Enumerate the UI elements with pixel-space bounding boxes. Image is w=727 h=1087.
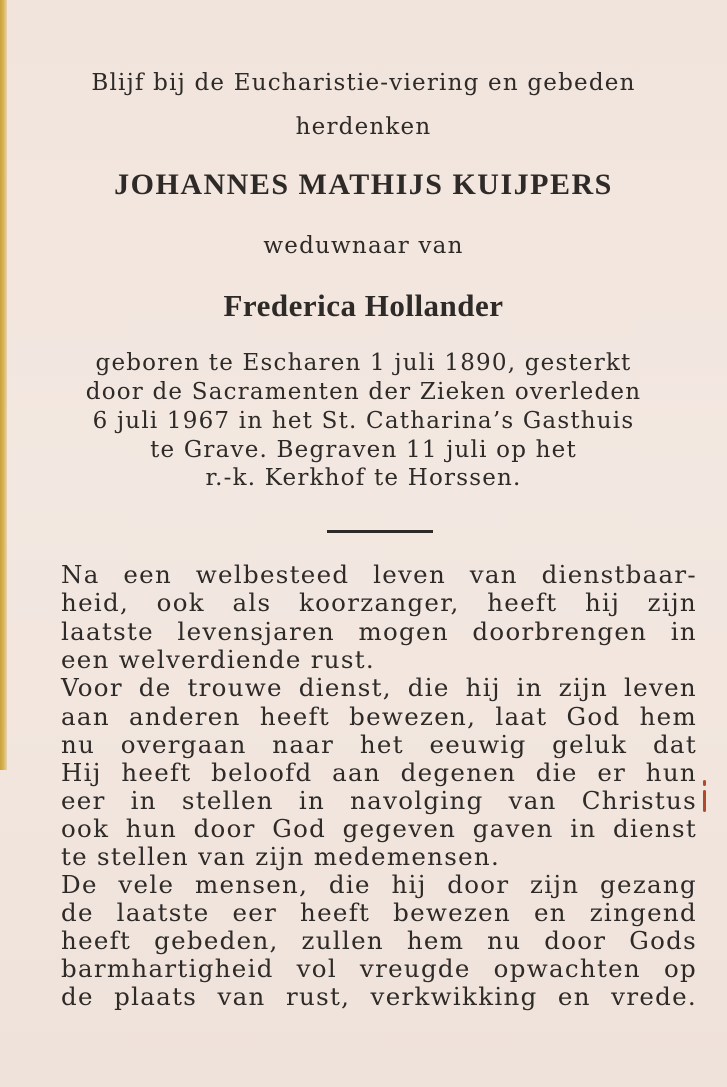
body-line: eer in stellen in navolging van Christus [61, 786, 697, 815]
body-line: een welverdiende rust. [61, 645, 375, 674]
body-line: heeft gebeden, zullen hem nu door Gods [61, 926, 697, 955]
body-line: Na een welbesteed leven van dienstbaar- [61, 560, 697, 589]
body-line: ook hun door God gegeven gaven in dienst [61, 814, 697, 843]
body-line: heid, ook als koorzanger, heeft hij zijn [61, 588, 697, 617]
body-line: De vele mensen, die hij door zijn gezang [61, 870, 697, 899]
body-line: aan anderen heeft bewezen, laat God hem [61, 702, 697, 731]
facts-line-3: 6 juli 1967 in het St. Catharina’s Gasthuis [92, 408, 635, 434]
facts-line-1: geboren te Escharen 1 juli 1890, gesterkt [95, 350, 632, 376]
facts-line-2: door de Sacramenten der Zieken overleden [85, 379, 642, 405]
deceased-name: JOHANNES MATHIJS KUIJPERS [114, 168, 613, 201]
body-line: de laatste eer heeft bewezen en zingend [61, 898, 697, 927]
relation-text: weduwnaar van [263, 233, 464, 259]
body-line: nu overgaan naar het eeuwig geluk dat [61, 730, 697, 759]
facts-line-5: r.-k. Kerkhof te Horssen. [205, 465, 522, 491]
divider-rule [327, 530, 433, 533]
body-line: Voor de trouwe dienst, die hij in zijn leven [61, 673, 697, 702]
ink-mark [703, 780, 707, 820]
body-line: te stellen van zijn medemensen. [61, 842, 501, 871]
body-line: barmhartigheid vol vreugde opwachten op [61, 954, 697, 983]
body-line: laatste levensjaren mogen doorbrengen in [61, 617, 697, 646]
header-line-2: herdenken [295, 114, 432, 140]
body-line: de plaats van rust, verkwikking en vrede. [61, 982, 697, 1011]
facts-line-4: te Grave. Begraven 11 juli op het [150, 437, 577, 463]
body-line: Hij heeft beloofd aan degenen die er hun [61, 758, 697, 787]
header-line-1: Blijf bij de Eucharistie-viering en gebeden [91, 70, 636, 96]
spouse-name: Frederica Hollander [223, 288, 504, 323]
